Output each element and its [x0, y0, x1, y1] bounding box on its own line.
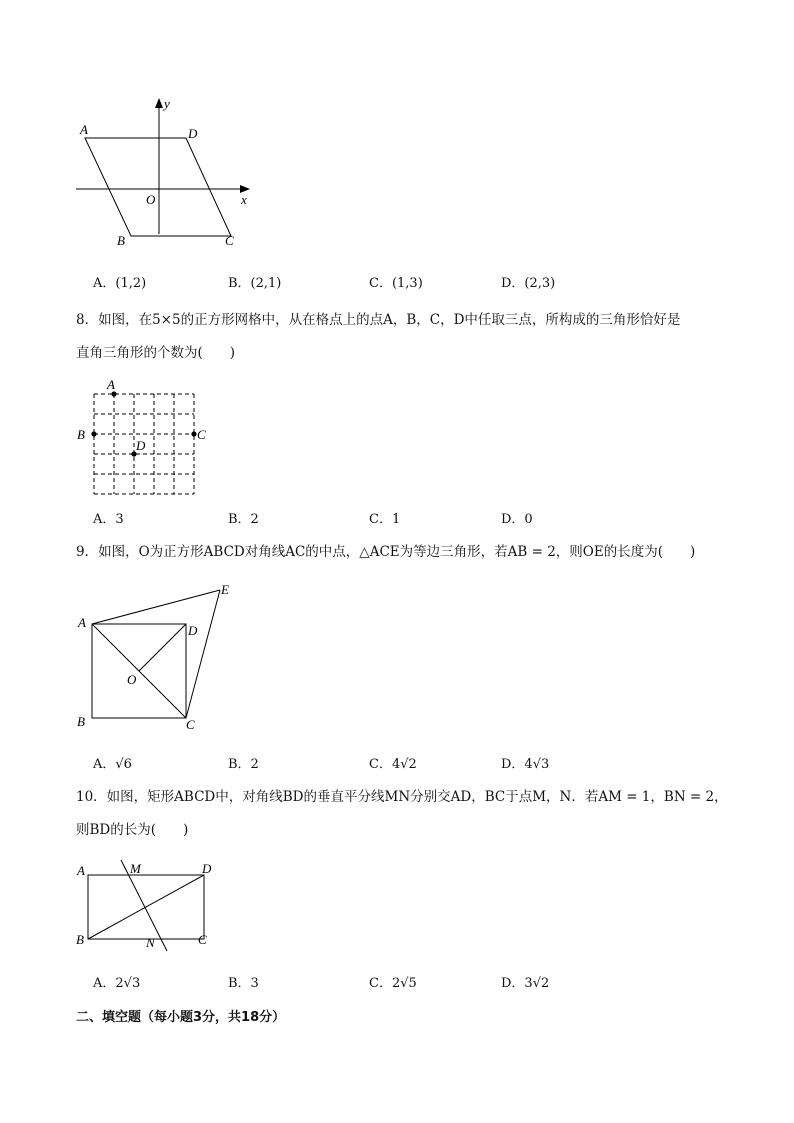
label-a: A: [107, 377, 115, 392]
q9-option-a[interactable]: A．√6: [93, 757, 132, 772]
label-a: A: [77, 863, 85, 878]
label-d: D: [188, 623, 198, 638]
label-o: O: [127, 672, 137, 687]
label-d: D: [202, 861, 212, 876]
label-o: O: [146, 192, 156, 207]
q10-stem-line1: 10．如图，矩形ABCD中，对角线BD的垂直平分线MN分别交AD，BC于点M，N．若AM = 1，BN = 2，: [76, 789, 728, 805]
point-c: [191, 431, 196, 436]
q9-option-c[interactable]: C．4√2: [369, 757, 417, 772]
q8-option-d[interactable]: D．0: [501, 512, 533, 527]
label-c: C: [225, 233, 234, 248]
q9-option-d[interactable]: D．4√3: [501, 757, 550, 772]
q7-option-a[interactable]: A．(1,2): [93, 276, 147, 291]
label-d: D: [188, 126, 198, 141]
diagonal-bd: [88, 875, 204, 939]
label-c: C: [198, 932, 207, 947]
q7-figure: [70, 92, 270, 254]
label-d: D: [136, 438, 146, 453]
q10-option-b[interactable]: B．3: [228, 976, 259, 991]
segment-ae: [92, 590, 220, 624]
label-e: E: [221, 582, 229, 597]
q10-stem-line2: 则BD的长为( ): [76, 822, 189, 838]
q10-option-c[interactable]: C．2√5: [369, 976, 417, 991]
q8-grid-figure: [74, 376, 214, 498]
q7-option-d[interactable]: D．(2,3): [501, 276, 556, 291]
q10-figure: [74, 855, 224, 955]
label-a: A: [78, 615, 86, 630]
q8-stem-line2: 直角三角形的个数为( ): [76, 345, 236, 361]
section-heading-fill-in: 二、填空题（每小题3分，共18分）: [76, 1010, 286, 1025]
label-b: B: [76, 932, 84, 947]
q7-option-b[interactable]: B．(2,1): [228, 276, 282, 291]
label-c: C: [197, 427, 206, 442]
q8-stem-line1: 8．如图，在5×5的正方形网格中，从在格点上的点A，B，C，D中任取三点，所构成的三角形恰好是: [76, 312, 681, 328]
point-b: [91, 431, 96, 436]
q10-option-d[interactable]: D．3√2: [501, 976, 550, 991]
segment-od: [139, 624, 186, 671]
label-y: y: [164, 96, 170, 111]
point-a: [111, 391, 116, 396]
q10-option-a[interactable]: A．2√3: [93, 976, 141, 991]
label-b: B: [77, 427, 85, 442]
segment-ce: [186, 590, 220, 718]
y-axis-arrow-icon: [155, 98, 163, 108]
q8-option-a[interactable]: A．3: [93, 512, 124, 527]
label-n: N: [146, 935, 155, 950]
q7-option-c[interactable]: C．(1,3): [369, 276, 423, 291]
q9-figure: [74, 580, 254, 734]
label-m: M: [130, 861, 141, 876]
parallelogram-abcd: [85, 138, 231, 236]
label-b: B: [117, 233, 125, 248]
q9-option-b[interactable]: B．2: [228, 757, 259, 772]
q8-option-c[interactable]: C．1: [369, 512, 401, 527]
line-mn: [121, 860, 167, 951]
label-c: C: [186, 717, 195, 732]
q8-option-b[interactable]: B．2: [228, 512, 259, 527]
q9-stem: 9．如图，O为正方形ABCD对角线AC的中点，△ACE为等边三角形，若AB = 2，则OE的长度为( ): [76, 544, 696, 560]
label-b: B: [77, 714, 85, 729]
label-a: A: [80, 122, 88, 137]
label-x: x: [241, 192, 247, 207]
